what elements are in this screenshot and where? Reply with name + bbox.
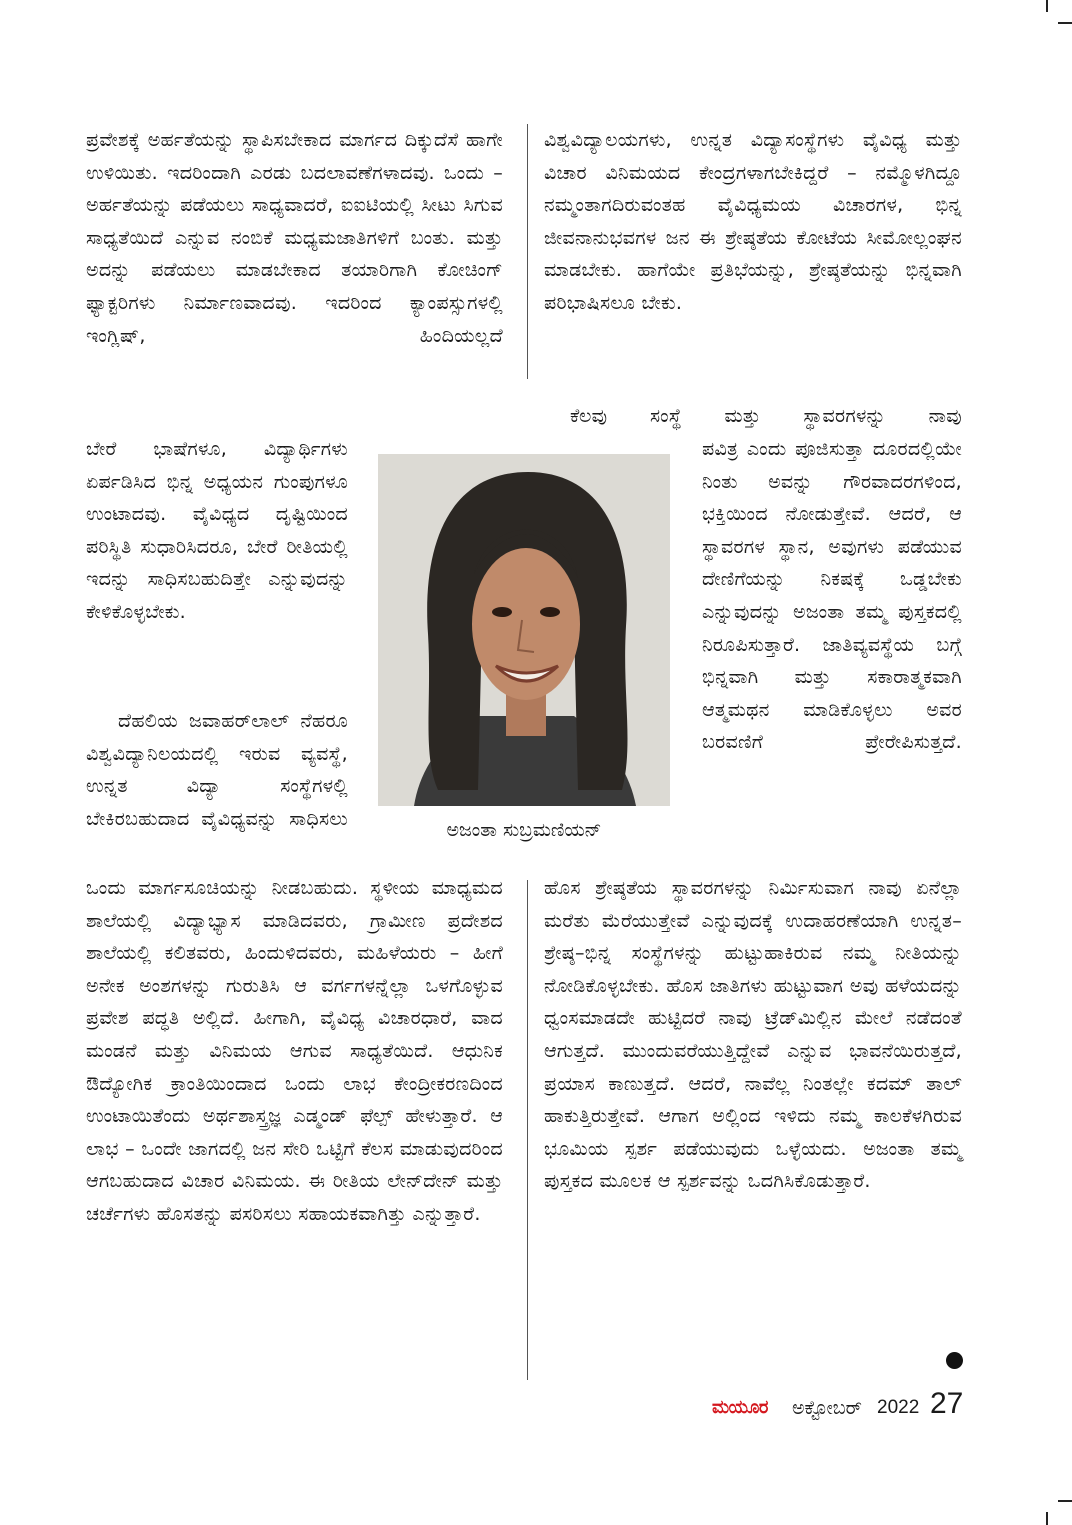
crop-mark — [1046, 1512, 1048, 1525]
crop-mark — [1058, 1500, 1072, 1502]
left-column-wrap-text: ಬೇರೆ ಭಾಷೆಗಳೂ, ವಿದ್ಯಾರ್ಥಿಗಳು ಏರ್ಪಡಿಸಿದ ಭಿನ್ನ ಅಧ್ಯಯನ ಗುಂಪುಗಳೂ ಉಂಟಾದವು. ವೈವಿಧ್ಯದ ದೃಷ್ಟಿಯಿಂದ ಪರಿಸ್ಥಿತಿ ಸುಧಾರಿಸಿದರೂ, ಬೇರೆ ರೀತಿಯಲ್ಲಿ ಇದನ್ನು ಸಾಧಿಸಬಹುದಿತ್ತೇ ಎನ್ನುವುದನ್ನು ಕೇಳಿಕೊಳ್ಳಬೇಕು. — [86, 438, 348, 623]
right-column-wrap-text: ಪವಿತ್ರ ಎಂದು ಪೂಜಿಸುತ್ತಾ ದೂರದಲ್ಲಿಯೇ ನಿಂತು ಅವನ್ನು ಗೌರವಾದರಗಳಿಂದ, ಭಕ್ತಿಯಿಂದ ನೋಡುತ್ತೇವೆ. ಆದರೆ, ಆ ಸ್ಥಾವರಗಳ ಸ್ಥಾನ, ಅವುಗಳು ಪಡೆಯುವ ದೇಣಿಗೆಯನ್ನು ನಿಕಷಕ್ಕೆ ಒಡ್ಡಬೇಕು ಎನ್ನುವುದನ್ನು ಅಜಂತಾ ತಮ್ಮ ಪುಸ್ತಕದಲ್ಲಿ ನಿರೂಪಿಸುತ್ತಾರೆ. ಜಾತಿವ್ಯವಸ್ಥೆಯ ಬಗ್ಗೆ ಭಿನ್ನವಾಗಿ ಮತ್ತು ಸಕಾರಾತ್ಮಕವಾಗಿ ಆತ್ಮಮಥನ ಮಾಡಿಕೊಳ್ಳಲು ಅವರ ಬರವಣಿಗೆ ಪ್ರೇರೇಪಿಸುತ್ತದೆ. — [702, 438, 962, 754]
right-column-bottom-text: ಹೊಸ ಶ್ರೇಷ್ಠತೆಯ ಸ್ಥಾವರಗಳನ್ನು ನಿರ್ಮಿಸುವಾಗ ನಾವು ಏನೆಲ್ಲಾ ಮರೆತು ಮೆರೆಯುತ್ತೇವೆ ಎನ್ನುವುದಕ್ಕೆ ಉದಾಹರಣೆಯಾಗಿ ಉನ್ನತ–ಶ್ರೇಷ್ಠ–ಭಿನ್ನ ಸಂಸ್ಥೆಗಳನ್ನು ಹುಟ್ಟುಹಾಕಿರುವ ನಮ್ಮ ನೀತಿಯನ್ನು ನೋಡಿಕೊಳ್ಳಬೇಕು. ಹೊಸ ಜಾತಿಗಳು ಹುಟ್ಟುವಾಗ ಅವು ಹಳೆಯದನ್ನು ಧ್ವಂಸಮಾಡದೇ ಹುಟ್ಟಿದರೆ ನಾವು ಟ್ರೆಡ್‌ಮಿಲ್ಲಿನ ಮೇಲೆ ನಡೆದಂತೆ ಆಗುತ್ತದೆ. ಮುಂದುವರೆಯುತ್ತಿದ್ದೇವೆ ಎನ್ನುವ ಭಾವನೆಯಿರುತ್ತದೆ, ಪ್ರಯಾಸ ಕಾಣುತ್ತದೆ. ಆದರೆ, ನಾವೆಲ್ಲ ನಿಂತಲ್ಲೇ ಕದಮ್ ತಾಲ್ ಹಾಕುತ್ತಿರುತ್ತೇವೆ. ಆಗಾಗ ಅಲ್ಲಿಂದ ಇಳಿದು ನಮ್ಮ ಕಾಲಕೆಳಗಿರುವ ಭೂಮಿಯ ಸ್ಪರ್ಶ ಪಡೆಯುವುದು ಒಳ್ಳೆಯದು. ಅಜಂತಾ ತಮ್ಮ ಪುಸ್ತಕದ ಮೂಲಕ ಆ ಸ್ಪರ್ಶವನ್ನು ಒದಗಿಸಿಕೊಡುತ್ತಾರೆ. — [544, 877, 962, 1193]
photo-right-eye — [540, 607, 560, 617]
column-divider — [527, 124, 528, 379]
photo-left-eye — [492, 607, 512, 617]
crop-mark — [1058, 22, 1072, 24]
author-photo — [378, 454, 670, 806]
issue-year: 2022 — [877, 1397, 920, 1418]
right-column-top-text: ವಿಶ್ವವಿದ್ಯಾಲಯಗಳು, ಉನ್ನತ ವಿದ್ಯಾಸಂಸ್ಥೆಗಳು ವೈವಿಧ್ಯ ಮತ್ತು ವಿಚಾರ ವಿನಿಮಯದ ಕೇಂದ್ರಗಳಾಗಬೇಕಿದ್ದರೆ – ನಮ್ಮೊಳಗಿದ್ದೂ ನಮ್ಮಂತಾಗದಿರುವಂತಹ ವೈವಿಧ್ಯಮಯ ವಿಚಾರಗಳ, ಭಿನ್ನ ಜೀವನಾನುಭವಗಳ ಜನ ಈ ಶ್ರೇಷ್ಠತೆಯ ಕೋಟೆಯ ಸೀಮೋಲ್ಲಂಘನ ಮಾಡಬೇಕು. ಹಾಗೆಯೇ ಪ್ರತಿಭೆಯನ್ನು, ಶ್ರೇಷ್ಠತೆಯನ್ನು ಭಿನ್ನವಾಗಿ ಪರಿಭಾಷಿಸಲೂ ಬೇಕು. — [544, 129, 962, 314]
left-column-bottom-text: ಒಂದು ಮಾರ್ಗಸೂಚಿಯನ್ನು ನೀಡಬಹುದು. ಸ್ಥಳೀಯ ಮಾಧ್ಯಮದ ಶಾಲೆಯಲ್ಲಿ ವಿದ್ಯಾಭ್ಯಾಸ ಮಾಡಿದವರು, ಗ್ರಾಮೀಣ ಪ್ರದೇಶದ ಶಾಲೆಯಲ್ಲಿ ಕಲಿತವರು, ಹಿಂದುಳಿದವರು, ಮಹಿಳೆಯರು – ಹೀಗೆ ಅನೇಕ ಅಂಶಗಳನ್ನು ಗುರುತಿಸಿ ಆ ವರ್ಗಗಳನ್ನೆಲ್ಲಾ ಒಳಗೊಳ್ಳುವ ಪ್ರವೇಶ ಪದ್ಧತಿ ಅಲ್ಲಿದೆ. ಹೀಗಾಗಿ, ವೈವಿಧ್ಯ ವಿಚಾರಧಾರೆ, ವಾದ ಮಂಡನೆ ಮತ್ತು ವಿನಿಮಯ ಆಗುವ ಸಾಧ್ಯತೆಯಿದೆ. ಆಧುನಿಕ ಔದ್ಯೋಗಿಕ ಕ್ರಾಂತಿಯಿಂದಾದ ಒಂದು ಲಾಭ ಕೇಂದ್ರೀಕರಣದಿಂದ ಉಂಟಾಯಿತೆಂದು ಅರ್ಥಶಾಸ್ತ್ರಜ್ಞ ಎಡ್ಮಂಡ್ ಫೆಲ್ಪ್ ಹೇಳುತ್ತಾರೆ. ಆ ಲಾಭ – ಒಂದೇ ಜಾಗದಲ್ಲಿ ಜನ ಸೇರಿ ಒಟ್ಟಿಗೆ ಕೆಲಸ ಮಾಡುವುದರಿಂದ ಆಗಬಹುದಾದ ವಿಚಾರ ವಿನಿಮಯ. ಈ ರೀತಿಯ ಲೇನ್‌ದೇನ್ ಮತ್ತು ಚರ್ಚೆಗಳು ಹೊಸತನ್ನು ಪಸರಿಸಲು ಸಹಾಯಕವಾಗಿತ್ತು ಎನ್ನುತ್ತಾರೆ. — [86, 877, 503, 1225]
right-column-paragraph-2-start: ಕೆಲವು ಸಂಸ್ಥೆ ಮತ್ತು ಸ್ಥಾವರಗಳನ್ನು ನಾವು — [570, 405, 962, 427]
magazine-brand: ಮಯೂರ — [712, 1397, 768, 1418]
end-of-article-bullet — [946, 1352, 963, 1369]
photo-caption: ಅಜಂತಾ ಸುಬ್ರಮಣಿಯನ್ — [446, 819, 602, 841]
page-number: 27 — [930, 1387, 964, 1420]
left-column-wrap-paragraph-2: ದೆಹಲಿಯ ಜವಾಹರ್‌ಲಾಲ್ ನೆಹರೂ ವಿಶ್ವವಿದ್ಯಾನಿಲಯದಲ್ಲಿ ಇರುವ ವ್ಯವಸ್ಥೆ, ಉನ್ನತ ವಿದ್ಯಾ ಸಂಸ್ಥೆಗಳಲ್ಲಿ ಬೇಕಿರಬಹುದಾದ ವೈವಿಧ್ಯವನ್ನು ಸಾಧಿಸಲು — [86, 710, 348, 830]
left-column-top-text: ಪ್ರವೇಶಕ್ಕೆ ಅರ್ಹತೆಯನ್ನು ಸ್ಥಾಪಿಸಬೇಕಾದ ಮಾರ್ಗದ ದಿಕ್ಕುದೆಸೆ ಹಾಗೇ ಉಳಿಯಿತು. ಇದರಿಂದಾಗಿ ಎರಡು ಬದಲಾವಣೆಗಳಾದವು. ಒಂದು – ಅರ್ಹತೆಯನ್ನು ಪಡೆಯಲು ಸಾಧ್ಯವಾದರೆ, ಐಐಟಿಯಲ್ಲಿ ಸೀಟು ಸಿಗುವ ಸಾಧ್ಯತೆಯಿದೆ ಎನ್ನುವ ನಂಬಿಕೆ ಮಧ್ಯಮಜಾತಿಗಳಿಗೆ ಬಂತು. ಮತ್ತು ಅದನ್ನು ಪಡೆಯಲು ಮಾಡಬೇಕಾದ ತಯಾರಿಗಾಗಿ ಕೋಚಿಂಗ್ ಫ್ಯಾಕ್ಟರಿಗಳು ನಿರ್ಮಾಣವಾದವು. ಇದರಿಂದ ಕ್ಯಾಂಪಸ್ಸುಗಳಲ್ಲಿ ಇಂಗ್ಲಿಷ್, ಹಿಂದಿಯಲ್ಲದೆ — [86, 129, 503, 347]
issue-month: ಅಕ್ಟೋಬರ್ — [792, 1397, 862, 1419]
crop-mark — [1046, 0, 1048, 12]
column-divider — [527, 880, 528, 1380]
